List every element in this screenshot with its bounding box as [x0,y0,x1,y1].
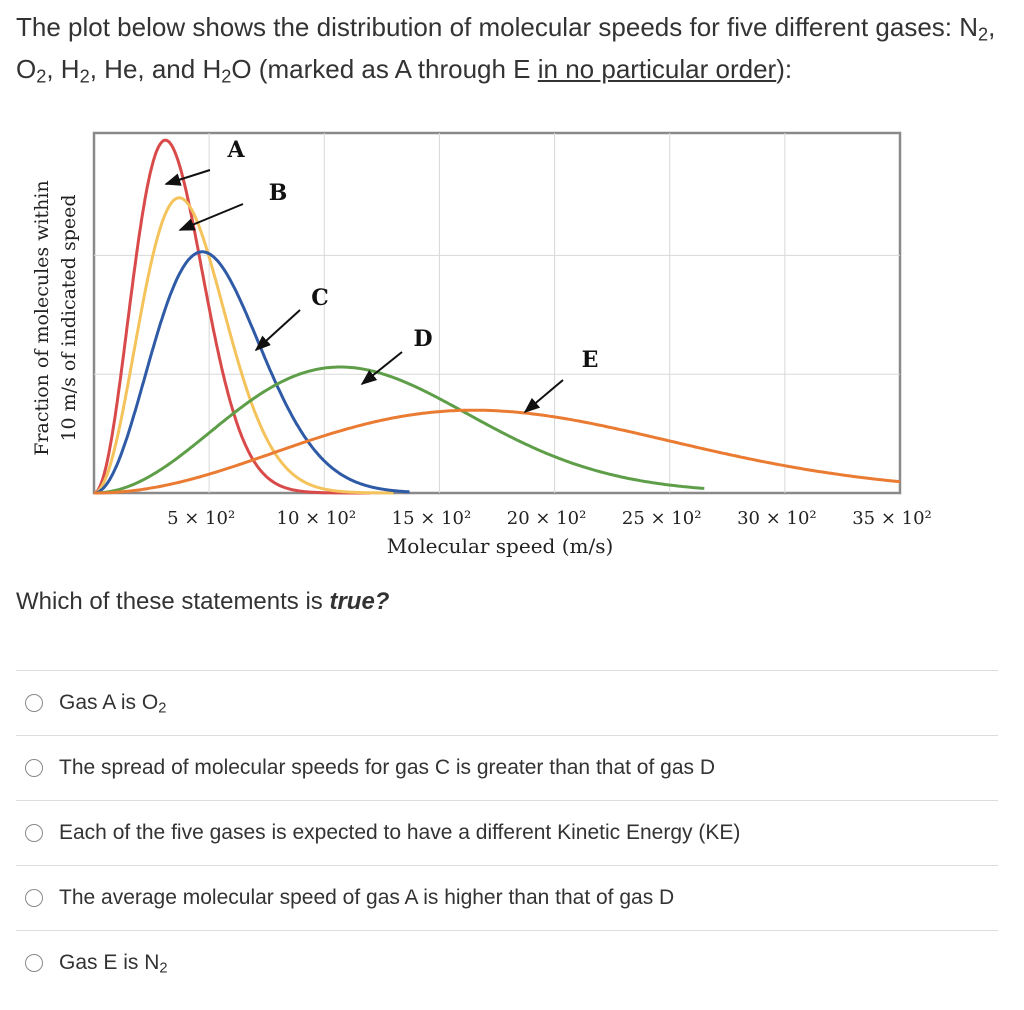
x-tick-label: 35 × 10² [852,508,932,529]
x-tick-label: 20 × 10² [506,508,587,529]
radio-button[interactable] [25,954,43,972]
radio-button[interactable] [25,889,43,907]
radio-button[interactable] [25,694,43,712]
option-gas-e-is-n2[interactable] [16,930,998,995]
speed-distribution-chart [0,122,1000,572]
emphasis-underline: in no particular order [537,54,777,84]
intro-text: The plot below shows the distribution of molecular speeds for five different gases: $N_2$, $O_2$, $H_2$, He, and $H_2O$ (marked as A through E in no particular order): [16,12,996,87]
x-tick-label: 10 × 10² [276,508,357,529]
series-label-B: B [268,180,288,206]
x-tick-label: 5 × 10² [167,508,236,529]
option-average-speed-a-vs-d[interactable] [16,865,998,930]
radio-button[interactable] [25,824,43,842]
x-tick-label: 15 × 10² [391,508,472,529]
series-label-A: A [227,137,245,163]
series-label-C: C [311,285,329,311]
option-label: The spread of molecular speeds for gas C is greater than that of gas D [59,756,716,779]
plot-area [94,133,900,493]
question-text: Which of these statements is true? [16,588,390,615]
option-label: Gas E is $N_2$ [59,951,168,977]
series-label-D: D [413,326,433,352]
y-axis-label-line1: Fraction of molecules within [31,180,53,456]
x-axis-label: Molecular speed (m/s) [386,534,614,558]
option-label: Gas A is $O_2$ [59,691,167,717]
answer-options [16,670,998,995]
x-tick-label: 30 × 10² [737,508,817,529]
series-label-E: E [581,347,599,373]
option-different-ke[interactable] [16,800,998,865]
option-label: The average molecular speed of gas A is higher than that of gas D [59,886,675,909]
option-gas-a-is-o2[interactable] [16,670,998,735]
x-tick-label: 25 × 10² [621,508,702,529]
radio-button[interactable] [25,759,43,777]
y-axis-label-line2: 10 m/s of indicated speed [58,194,80,442]
option-label: Each of the five gases is expected to have a different Kinetic Energy (KE) [59,821,741,844]
option-spread-c-vs-d[interactable] [16,735,998,800]
